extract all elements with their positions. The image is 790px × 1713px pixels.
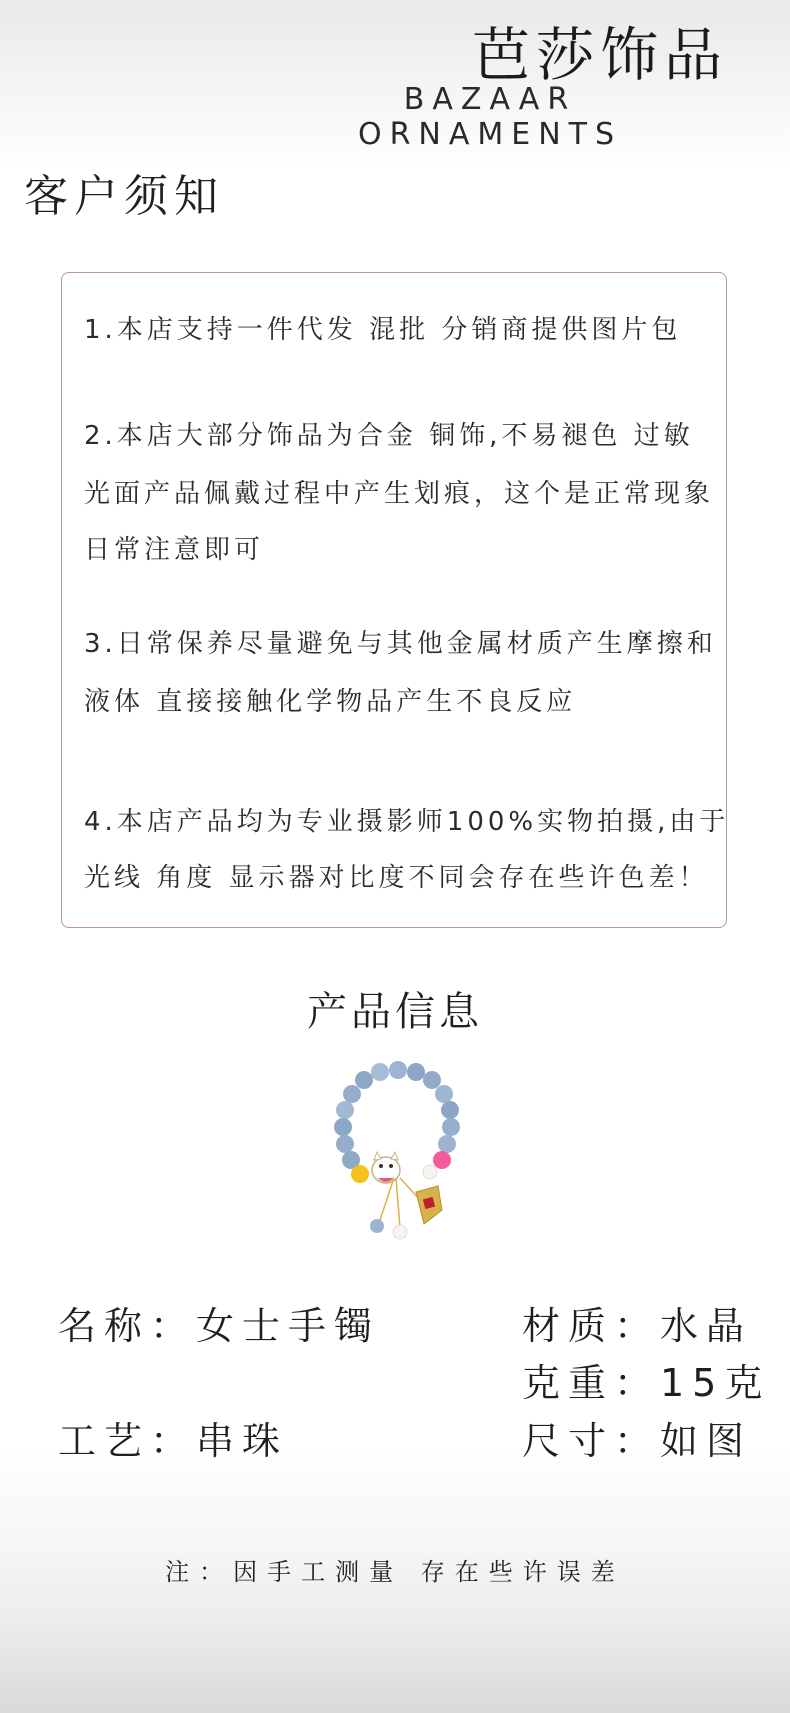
notice-box: [61, 272, 730, 928]
customer-notice-heading: 客户须知: [24, 171, 224, 222]
fortune-tag-charm: [416, 1186, 442, 1224]
bracelet-image: [320, 1060, 480, 1260]
product-info-heading: 产品信息: [307, 989, 483, 1035]
notice-line-4: 日常注意即可: [84, 535, 265, 565]
product-weight: 克重：15克: [522, 1361, 771, 1405]
notice-line-7: 4.本店产品均为专业摄影师100%实物拍摄,由于: [84, 807, 730, 837]
product-name: 名称：女士手镯: [58, 1304, 381, 1348]
gold-tassel-chains: [370, 1178, 420, 1239]
notice-line-3: 光面产品佩戴过程中产生划痕，这个是正常现象: [84, 479, 715, 509]
brand-name-english: BAZAAR ORNAMENTS: [357, 82, 623, 152]
product-material: 材质：水晶: [522, 1304, 753, 1348]
brand-name-chinese: 芭莎饰品: [471, 21, 728, 89]
notice-line-6: 液体 直接接触化学物品产生不良反应: [84, 687, 577, 717]
notice-line-2: 2.本店大部分饰品为合金 铜饰,不易褪色 过敏: [84, 421, 694, 451]
product-craft: 工艺：串珠: [58, 1419, 289, 1463]
notice-line-8: 光线 角度 显示器对比度不同会存在些许色差！: [84, 863, 709, 893]
product-size: 尺寸：如图: [522, 1419, 753, 1463]
notice-line-1: 1.本店支持一件代发 混批 分销商提供图片包: [84, 315, 682, 345]
measurement-footnote: 注：因手工测量 存在些许误差: [165, 1558, 625, 1586]
notice-line-5: 3.日常保养尽量避免与其他金属材质产生摩擦和: [84, 629, 717, 659]
